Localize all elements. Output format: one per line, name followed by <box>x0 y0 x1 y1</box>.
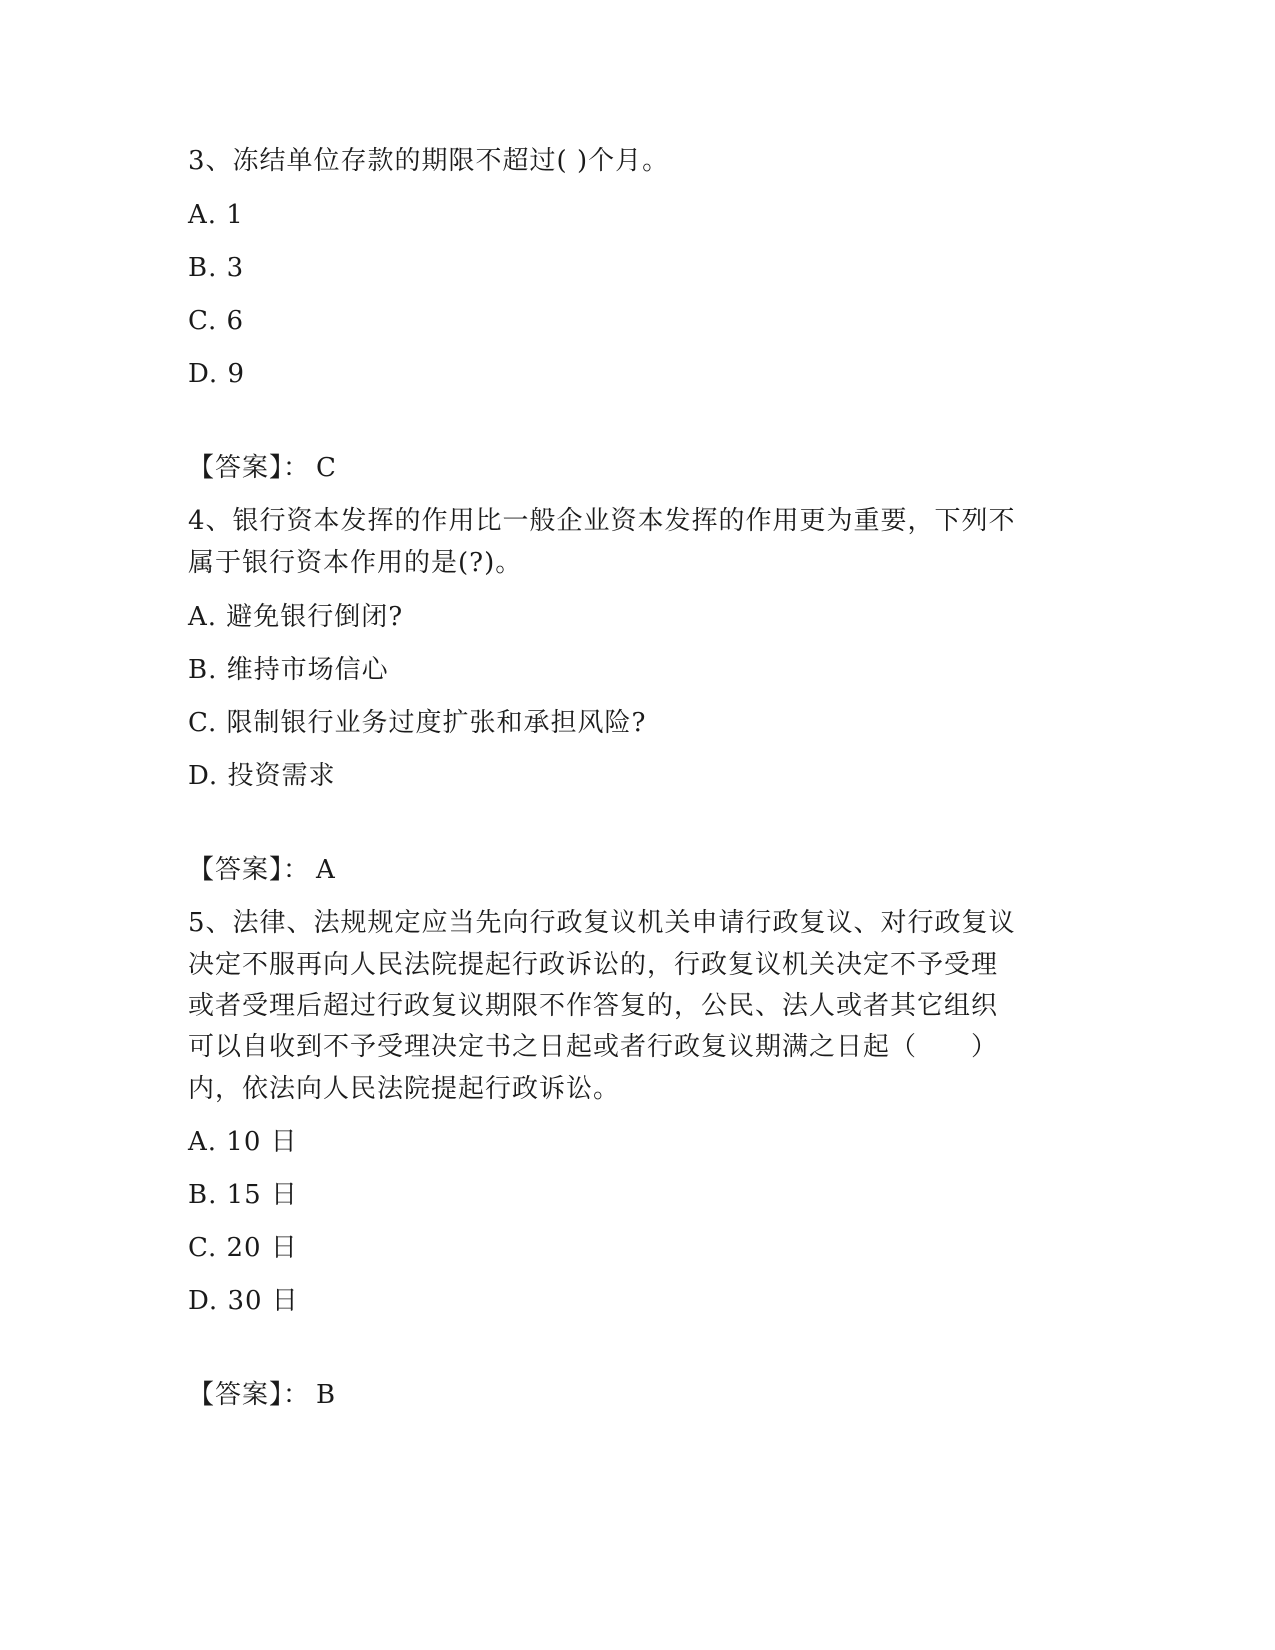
answer-label: 【答案】： <box>188 1380 311 1410</box>
question-5-answer <box>188 1374 336 1416</box>
answer-value: A <box>316 855 336 885</box>
question-4-text-line-1: 4、银行资本发挥的作用比一般企业资本发挥的作用更为重要，下列不 <box>188 506 1016 536</box>
answer-value: B <box>316 1380 337 1410</box>
answer-label: 【答案】： <box>188 855 311 885</box>
question-4-answer <box>188 849 336 891</box>
question-3-option-a: A. 1 <box>188 200 244 230</box>
question-5-option-c: C. 20 日 <box>188 1233 298 1263</box>
question-4-option-b: B. 维持市场信心 <box>188 655 389 685</box>
question-3-option-c: C. 6 <box>188 306 245 336</box>
question-5-option-a: A. 10 日 <box>188 1127 298 1157</box>
question-3-answer <box>188 447 337 489</box>
question-5-option-d: D. 30 日 <box>188 1286 299 1316</box>
question-3-option-d: D. 9 <box>188 359 245 389</box>
answer-label: 【答案】： <box>188 453 311 483</box>
question-4-option-a: A. 避免银行倒闭? <box>188 602 404 632</box>
question-5-text-line-4: 可以自收到不予受理决定书之日起或者行政复议期满之日起（ ） <box>188 1032 999 1062</box>
question-5-text-line-1: 5、法律、法规规定应当先向行政复议机关申请行政复议、对行政复议 <box>188 908 1016 938</box>
question-4-text-line-2: 属于银行资本作用的是(?)。 <box>188 548 523 578</box>
question-4-option-d: D. 投资需求 <box>188 761 336 791</box>
answer-value: C <box>316 453 337 483</box>
question-5-text-line-2: 决定不服再向人民法院提起行政诉讼的，行政复议机关决定不予受理 <box>188 950 999 980</box>
question-5-text-line-3: 或者受理后超过行政复议期限不作答复的，公民、法人或者其它组织 <box>188 991 999 1021</box>
question-3-text: 3、冻结单位存款的期限不超过( )个月。 <box>188 146 670 176</box>
question-3-option-b: B. 3 <box>188 253 245 283</box>
question-5-option-b: B. 15 日 <box>188 1180 298 1210</box>
question-4-option-c: C. 限制银行业务过度扩张和承担风险? <box>188 708 647 738</box>
question-5-text-line-5: 内，依法向人民法院提起行政诉讼。 <box>188 1074 621 1104</box>
